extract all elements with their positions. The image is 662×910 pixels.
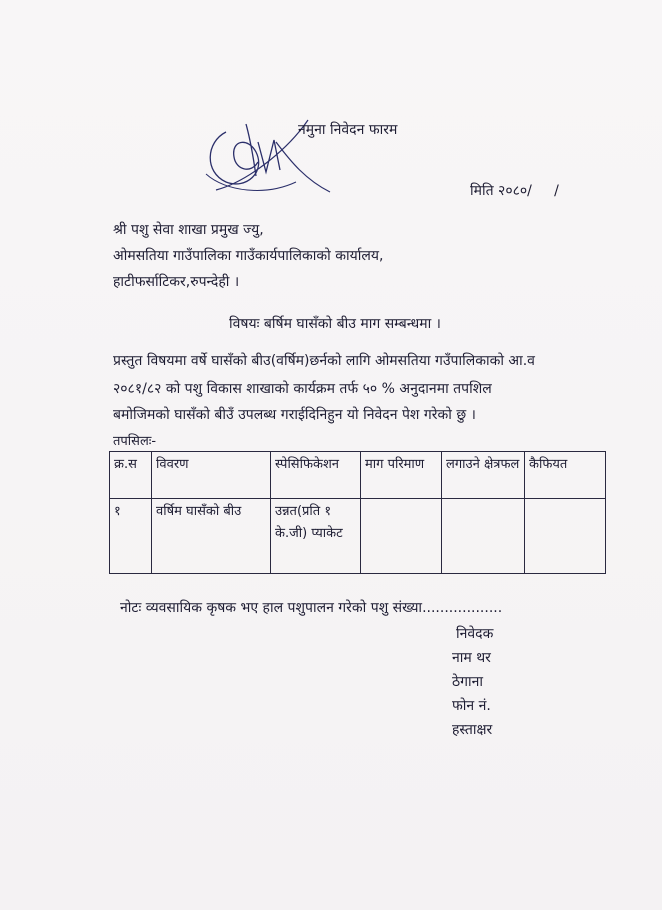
address-label: ठेगाना (452, 674, 484, 690)
header-remarks: कैफियत (525, 452, 606, 499)
details-label: तपसिलः- (113, 434, 157, 449)
cell-serial: १ (110, 499, 152, 574)
subject-line: विषयः बर्षिम घासँको बीउ माग सम्बन्धमा । (229, 316, 441, 332)
applicant-label: निवेदक (456, 626, 494, 642)
header-demand-quantity: माग परिमाण (361, 452, 442, 499)
form-title: नमुना निवेदन फारम (298, 122, 398, 138)
body-line-1: प्रस्तुत विषयमा वर्षे घासँको बीउ(वर्षिम)छर्नको लागि ओमसतिया गउँपालिकाको आ.व (113, 353, 535, 369)
body-line-2: २०८१/८२ को पशु विकास शाखाको कार्यक्रम तर्फ ५० % अनुदानमा तपशिल (113, 381, 492, 397)
recipient-line-2: ओमसतिया गाउँपालिका गाउँकार्यपालिकाको कार्यालय, (113, 248, 384, 264)
phone-label: फोन नं. (452, 698, 491, 714)
header-planting-area: लगाउने क्षेत्रफल (442, 452, 525, 499)
header-description: विवरण (152, 452, 271, 499)
header-serial: क्र.स (110, 452, 152, 499)
signature-label: हस्ताक्षर (452, 722, 493, 738)
cell-description: वर्षिम घासँको बीउ (152, 499, 271, 574)
recipient-line-3: हाटीफर्साटिकर,रुपन्देही । (113, 274, 240, 290)
cell-demand-quantity (361, 499, 442, 574)
header-specification: स्पेसिफिकेशन (271, 452, 361, 499)
date-field: मिति २०८०/ / (470, 183, 559, 199)
name-label: नाम थर (452, 650, 491, 666)
recipient-line-1: श्री पशु सेवा शाखा प्रमुख ज्यु, (113, 222, 264, 238)
table-row (110, 499, 606, 574)
table-header-row (110, 452, 606, 499)
cell-remarks (525, 499, 606, 574)
cell-planting-area (442, 499, 525, 574)
note-line: नोटः व्यवसायिक कृषक भए हाल पशुपालन गरेको पशु संख्या.................. (120, 600, 503, 616)
details-table (109, 451, 606, 574)
body-line-3: बमोजिमको घासँको बीउँ उपलब्ध गराईदिनिहुन यो निवेदन पेश गरेको छु । (113, 407, 476, 423)
cell-specification: उन्नत(प्रति १ के.जी) प्याकेट (271, 499, 361, 574)
